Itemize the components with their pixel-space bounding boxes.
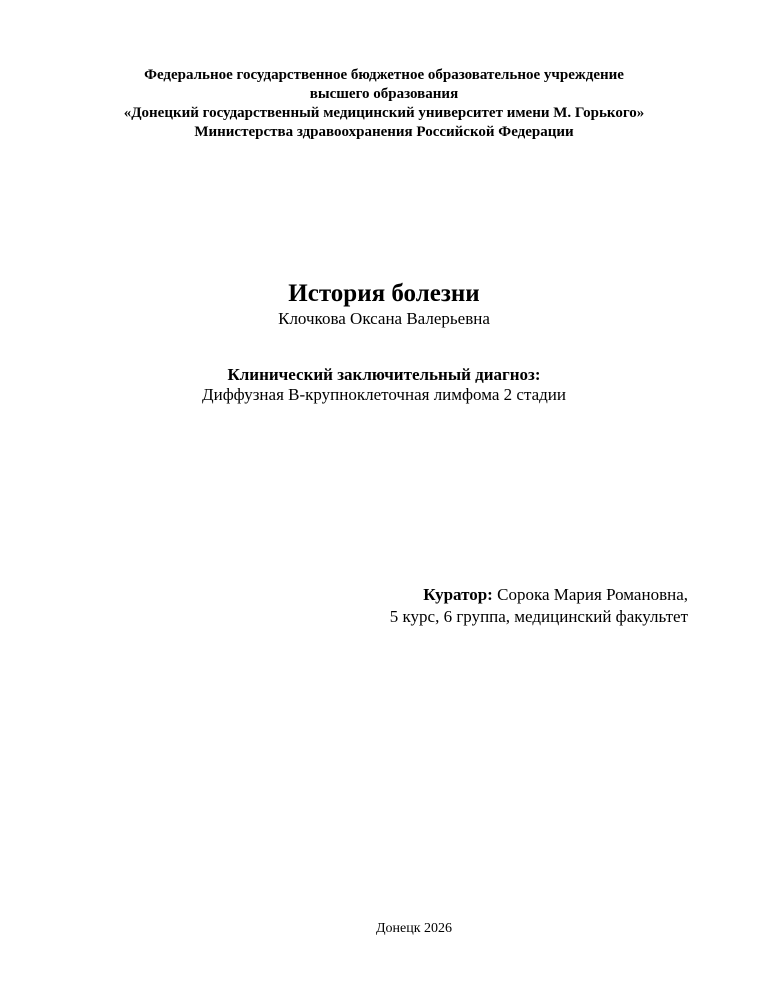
institution-header bbox=[0, 66, 768, 142]
header-line-2: высшего образования bbox=[309, 86, 459, 102]
header-line-3: «Донецкий государственный медицинский университет имени М. Горького» bbox=[123, 105, 645, 121]
curator-details: 5 курс, 6 группа, медицинский факультет bbox=[389, 607, 688, 626]
curator-name: Сорока Мария Романовна, bbox=[492, 585, 688, 604]
document-title: История болезни bbox=[288, 280, 480, 307]
diagnosis-text: Диффузная В-крупноклеточная лимфома 2 стадии bbox=[202, 385, 566, 404]
diagnosis-block bbox=[0, 365, 768, 405]
curator-block bbox=[390, 584, 688, 628]
curator-line bbox=[390, 584, 688, 606]
header-line-4: Министерства здравоохранения Российской Федерации bbox=[194, 124, 574, 140]
diagnosis-label: Клинический заключительный диагноз: bbox=[227, 365, 541, 384]
patient-name: Клочкова Оксана Валерьевна bbox=[278, 309, 490, 328]
footer-place-year: Донецк 2026 bbox=[375, 921, 453, 936]
title-block bbox=[0, 279, 768, 329]
header-line-1: Федеральное государственное бюджетное образовательное учреждение bbox=[144, 67, 624, 83]
curator-label: Куратор: bbox=[423, 585, 493, 604]
